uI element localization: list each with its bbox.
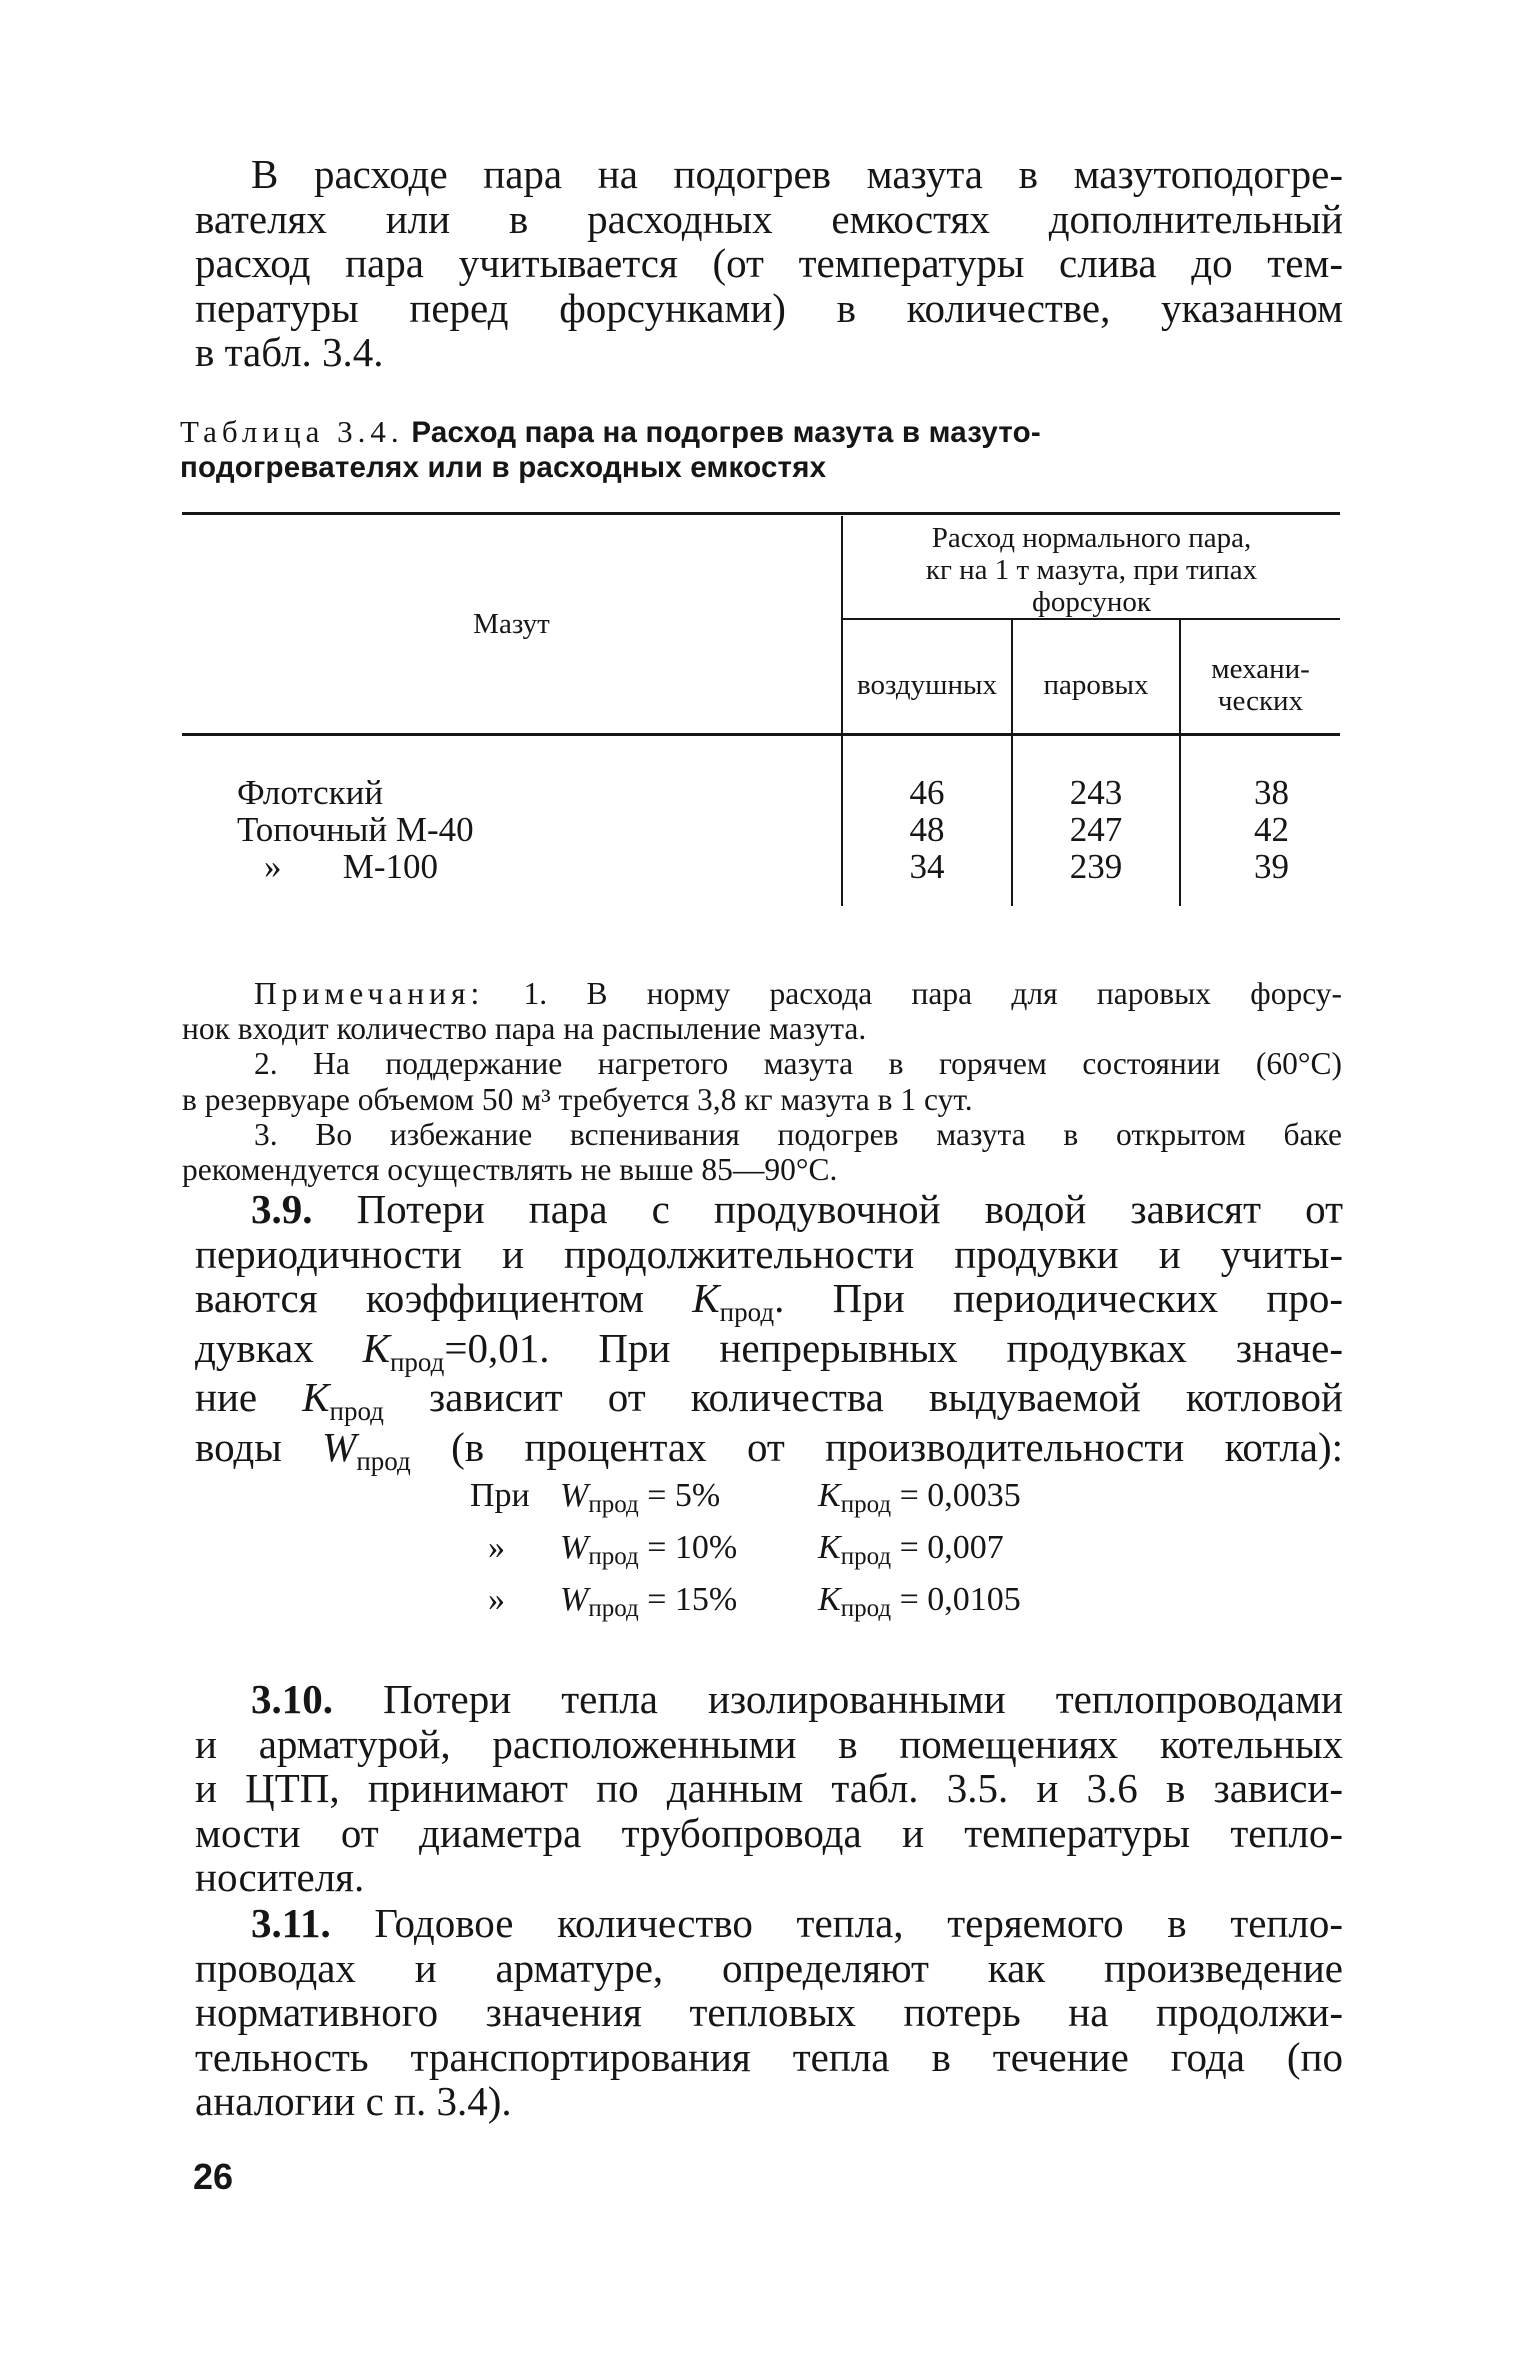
page-number: 26	[193, 2156, 234, 2197]
k-subscript: прод	[389, 1346, 445, 1377]
section-number: 3.9.	[251, 1186, 313, 1232]
table-notes	[182, 976, 1342, 1187]
note-line: 1. В норму расхода пара для паровых форсу-	[484, 976, 1342, 1011]
header-mechanical-line: ческих	[1217, 685, 1304, 717]
table-caption-title: Расход пара на подогрев мазута в мазуто-	[411, 416, 1041, 449]
table-header-bottom-rule	[182, 733, 1340, 736]
note-line: рекомендуется осуществлять не выше 85—90°С.	[182, 1152, 838, 1188]
k-symbol: K	[692, 1275, 720, 1322]
header-air: воздушных	[856, 669, 997, 701]
section-text: тельность транспортирования тепла в течение года (по	[195, 2033, 1343, 2080]
section-text: периодичности и продолжительности продувки и учиты-	[195, 1230, 1343, 1277]
w-symbol: W	[560, 1581, 589, 1618]
row-name-m100: » М-100	[264, 847, 439, 886]
section-text: ваются коэффициентом	[195, 1275, 693, 1322]
w-subscript: прод	[588, 1543, 639, 1570]
intro-line: пературы перед форсунками) в количестве, указанном	[195, 284, 1343, 331]
intro-line: вателях или в расходных емкостях дополнительный	[195, 195, 1343, 242]
section-text: =0,01. При непрерывных продувках значе-	[444, 1324, 1343, 1371]
section-text: Потери тепла изолированными теплопроводами	[333, 1676, 1343, 1722]
intro-line: в табл. 3.4.	[195, 329, 384, 376]
section-text: (в процентах от производительности котла):	[410, 1423, 1343, 1470]
k-symbol: K	[362, 1324, 390, 1371]
section-text: Годовое количество тепла, теряемого в тепло-	[330, 1900, 1343, 1946]
cell-mechanical: 39	[1254, 847, 1289, 886]
header-group-line: кг на 1 т мазута, при типах	[925, 554, 1258, 586]
section-text: нормативного значения тепловых потерь на продолжи-	[195, 1989, 1343, 2036]
cell-air: 34	[909, 847, 945, 886]
note-line: нок входит количество пара на распыление мазута.	[182, 1011, 867, 1047]
k-symbol: K	[818, 1529, 841, 1566]
note-line: 2. На поддержание нагретого мазута в горячем состоянии (60°С)	[254, 1046, 1342, 1082]
section-3-11	[195, 1901, 1343, 2124]
intro-line: расход пара учитывается (от температуры слива до тем-	[195, 240, 1343, 287]
section-text: дувках	[195, 1324, 363, 1371]
row-name-flotsky: Флотский	[237, 773, 384, 812]
k-subscript: прод	[840, 1595, 892, 1622]
cell-steam: 247	[1069, 810, 1123, 849]
section-text: . При периодических про-	[774, 1275, 1343, 1322]
cell-steam: 239	[1069, 847, 1123, 886]
w-subscript: прод	[356, 1445, 411, 1476]
section-text: Потери пара с продувочной водой зависят от	[312, 1186, 1343, 1232]
intro-line: В расходе пара на подогрев мазута в мазутоподогре-	[251, 151, 1343, 197]
w-symbol: W	[560, 1477, 589, 1514]
section-3-9	[195, 1187, 1343, 1475]
w-value: = 10%	[638, 1529, 738, 1566]
table-caption-title-continued: подогревателях или в расходных емкостях	[180, 451, 827, 484]
section-3-10	[195, 1677, 1343, 1900]
cell-mechanical: 38	[1254, 773, 1289, 812]
section-text: носителя.	[195, 1854, 365, 1901]
table-caption-label: Таблица 3.4.	[180, 414, 404, 449]
section-text: мости от диаметра трубопровода и температуры тепло-	[195, 1809, 1343, 1856]
k-subscript: прод	[840, 1491, 892, 1518]
k-symbol: K	[818, 1477, 841, 1514]
w-value: = 5%	[638, 1477, 721, 1514]
note-line: в резервуаре объемом 50 м³ требуется 3,8 кг мазута в 1 сут.	[182, 1081, 973, 1117]
intro-paragraph	[195, 152, 1343, 375]
row-name-m40: Топочный М-40	[237, 810, 474, 849]
formula-prefix: »	[488, 1581, 505, 1618]
section-text: аналогии с п. 3.4).	[195, 2078, 512, 2125]
formula-prefix: »	[488, 1529, 505, 1566]
cell-air: 48	[909, 810, 945, 849]
header-mechanical-line: механи-	[1211, 653, 1310, 685]
k-symbol: K	[818, 1581, 841, 1618]
section-text: и арматурой, расположенными в помещениях котельных	[195, 1720, 1343, 1767]
w-symbol: W	[560, 1529, 589, 1566]
k-subscript: прод	[329, 1396, 384, 1427]
w-subscript: прод	[588, 1491, 639, 1518]
table-caption	[180, 414, 1345, 485]
k-symbol: K	[302, 1374, 330, 1421]
section-text: ние	[195, 1374, 303, 1421]
header-group-rule	[843, 618, 1340, 620]
section-text: проводах и арматуре, определяют как произведение	[195, 1944, 1343, 1991]
notes-label: Примечания:	[254, 976, 485, 1011]
w-subscript: прод	[588, 1595, 639, 1622]
note-line: 3. Во избежание вспенивания подогрев мазута в открытом баке	[254, 1116, 1342, 1152]
header-group-line: Расход нормального пара,	[931, 522, 1252, 554]
cell-air: 46	[909, 773, 945, 812]
section-text: и ЦТП, принимают по данным табл. 3.5. и 3.6 в зависи-	[195, 1765, 1343, 1812]
k-value: = 0,0105	[891, 1581, 1021, 1618]
w-symbol: W	[322, 1423, 357, 1470]
header-mechanical	[1181, 653, 1340, 717]
cell-mechanical: 42	[1254, 810, 1289, 849]
k-subscript: прод	[719, 1297, 775, 1328]
w-value: = 15%	[638, 1581, 738, 1618]
cell-steam: 243	[1069, 773, 1123, 812]
section-text: воды	[195, 1423, 323, 1470]
section-text: зависит от количества выдуваемой котловой	[383, 1374, 1343, 1421]
section-number: 3.10.	[251, 1676, 333, 1722]
formula-prefix: При	[470, 1477, 530, 1514]
header-steam-consumption	[843, 522, 1340, 618]
k-value: = 0,007	[891, 1529, 1004, 1566]
k-value: = 0,0035	[891, 1477, 1021, 1514]
header-group-line: форсунок	[1032, 586, 1151, 618]
section-number: 3.11.	[251, 1900, 331, 1946]
table-top-rule	[182, 512, 1340, 515]
header-steam: паровых	[1043, 669, 1149, 701]
header-fuel: Мазут	[473, 608, 550, 640]
k-subscript: прод	[840, 1543, 892, 1570]
